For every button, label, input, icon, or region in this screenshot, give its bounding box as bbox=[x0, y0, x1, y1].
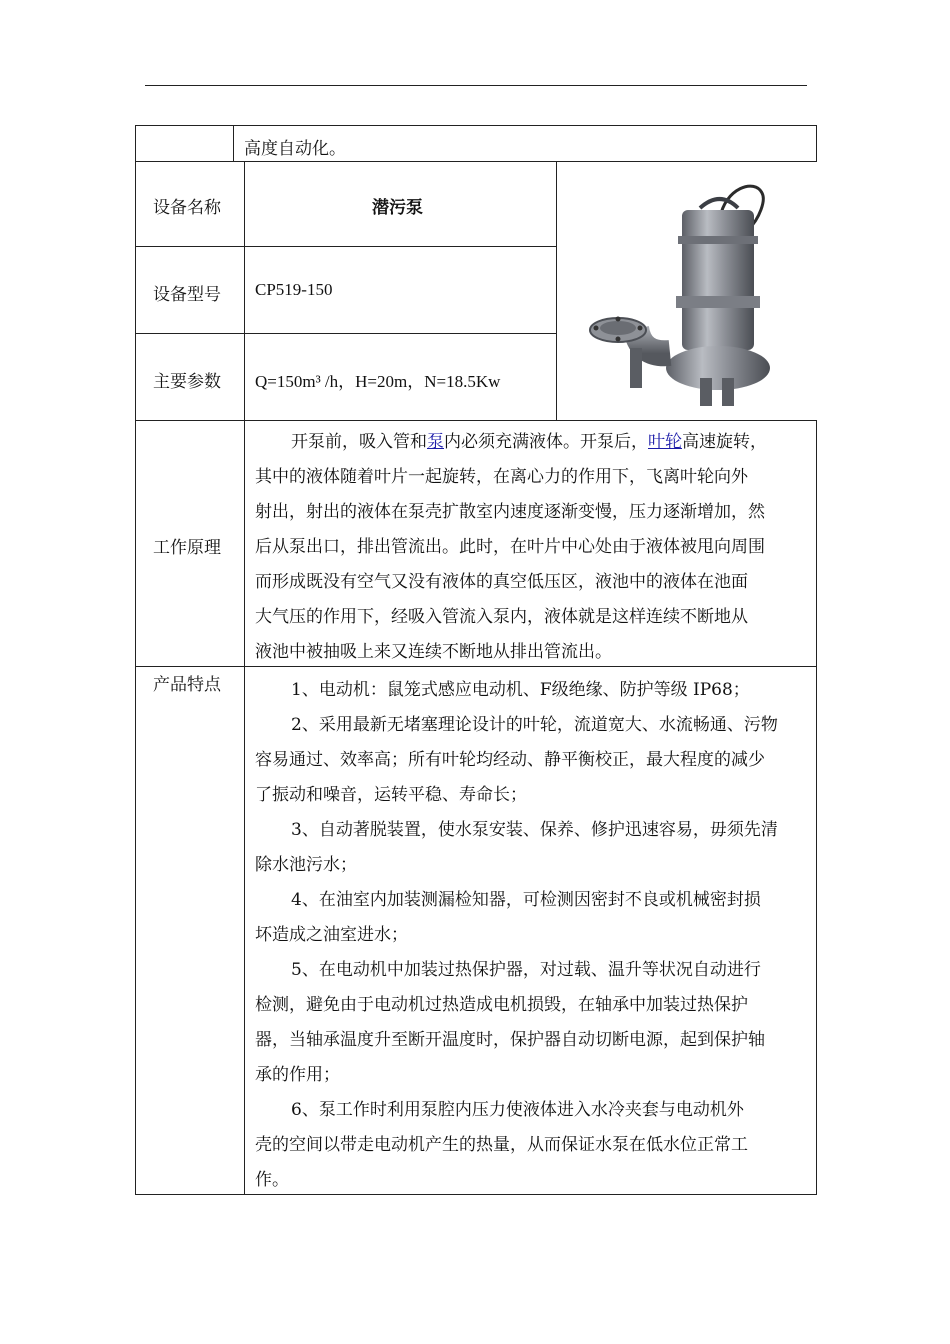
principle-line: 大气压的作用下，经吸入管流入泵内，液体就是这样连续不断地从 bbox=[255, 607, 748, 627]
features-line: 4、在油室内加装测漏检知器，可检测因密封不良或机械密封损 bbox=[291, 890, 761, 910]
features-line: 3、自动著脱装置，使水泵安装、保养、修护迅速容易，毋须先清 bbox=[291, 820, 778, 840]
features-line: 除水池污水； bbox=[255, 855, 357, 875]
features-line: 了振动和噪音，运转平稳、寿命长； bbox=[255, 785, 527, 805]
features-line: 坏造成之油室进水； bbox=[255, 925, 408, 945]
features-text bbox=[255, 673, 809, 1198]
principle-line: 后从泵出口，排出管流出。此时，在叶片中心处由于液体被甩向周围 bbox=[255, 537, 765, 557]
principle-line: 液池中被抽吸上来又连续不断地从排出管流出。 bbox=[255, 642, 612, 662]
features-line: 承的作用； bbox=[255, 1065, 340, 1085]
top-row-text: 高度自动化。 bbox=[244, 139, 346, 159]
features-line: 壳的空间以带走电动机产生的热量，从而保证水泵在低水位正常工 bbox=[255, 1135, 748, 1155]
principle-line: 而形成既没有空气又没有液体的真空低压区，液池中的液体在池面 bbox=[255, 572, 748, 592]
equipment-name-label: 设备名称 bbox=[153, 198, 221, 218]
impeller-link[interactable]: 叶轮 bbox=[648, 432, 682, 452]
pump-link[interactable]: 泵 bbox=[427, 432, 444, 452]
features-line: 容易通过、效率高；所有叶轮均经动、静平衡校正，最大程度的减少 bbox=[255, 750, 765, 770]
features-line: 5、在电动机中加装过热保护器，对过载、温升等状况自动进行 bbox=[291, 960, 761, 980]
main-params-value: Q=150m³ /h，H=20m，N=18.5Kw bbox=[255, 372, 501, 391]
principle-line: 射出，射出的液体在泵壳扩散室内速度逐渐变慢，压力逐渐增加，然 bbox=[255, 502, 765, 522]
principle-text-segment: 内必须充满液体。开泵后， bbox=[444, 432, 648, 452]
main-params-label: 主要参数 bbox=[153, 372, 221, 392]
header-rule bbox=[145, 85, 807, 86]
principle-line: 其中的液体随着叶片一起旋转，在离心力的作用下，飞离叶轮向外 bbox=[255, 467, 748, 487]
features-line: 2、采用最新无堵塞理论设计的叶轮，流道宽大、水流畅通、污物 bbox=[291, 715, 778, 735]
principle-label: 工作原理 bbox=[153, 538, 221, 558]
equipment-name-value: 潜污泵 bbox=[372, 198, 423, 218]
equipment-model-value: CP519-150 bbox=[255, 280, 333, 299]
features-line: 作。 bbox=[255, 1170, 289, 1190]
principle-text bbox=[255, 425, 809, 670]
features-line: 器，当轴承温度升至断开温度时，保护器自动切断电源，起到保护轴 bbox=[255, 1030, 765, 1050]
features-line: 1、电动机：鼠笼式感应电动机、F级绝缘、防护等级 IP68； bbox=[291, 680, 750, 700]
features-line: 检测，避免由于电动机过热造成电机损毁，在轴承中加装过热保护 bbox=[255, 995, 748, 1015]
principle-text-segment: 高速旋转， bbox=[682, 432, 767, 452]
equipment-model-label: 设备型号 bbox=[153, 285, 221, 305]
pump-image bbox=[570, 178, 800, 414]
features-line: 6、泵工作时利用泵腔内压力使液体进入水冷夹套与电动机外 bbox=[291, 1100, 744, 1120]
principle-text-segment: 开泵前，吸入管和 bbox=[291, 432, 427, 452]
features-label: 产品特点 bbox=[153, 675, 221, 695]
principle-line bbox=[255, 425, 809, 460]
